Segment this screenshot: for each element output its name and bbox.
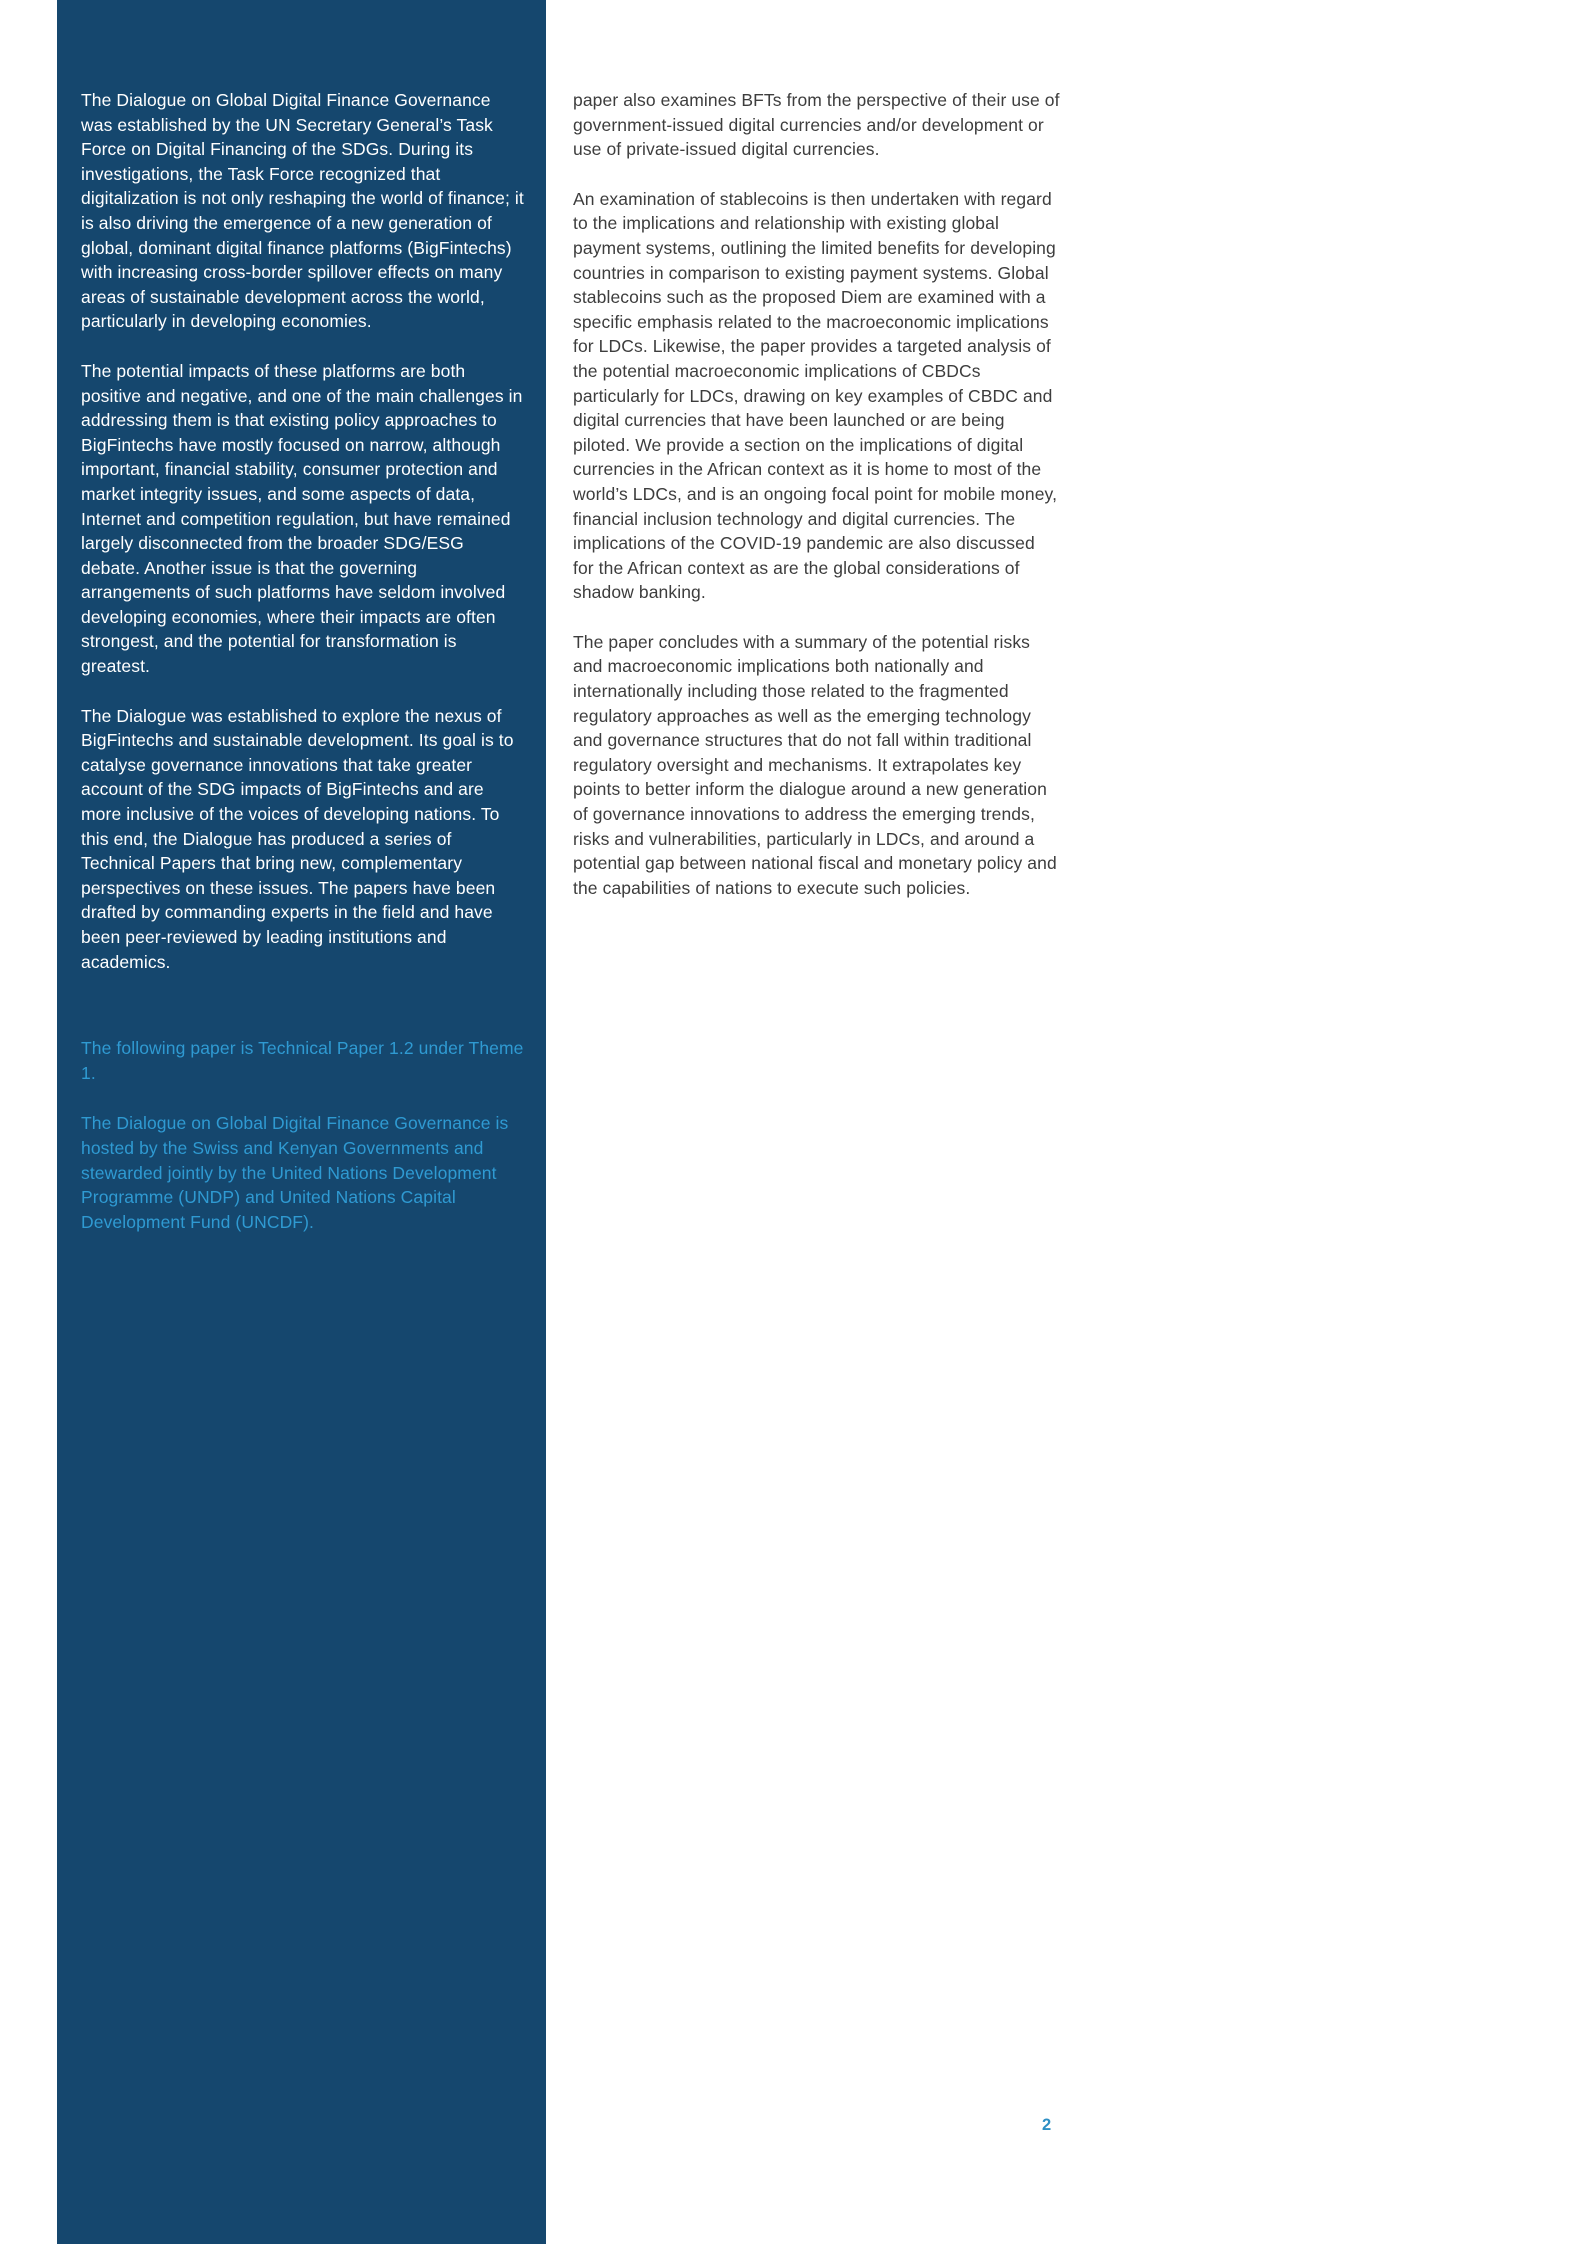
accent-note-block (81, 1036, 524, 1234)
accent-note-technical-paper: The following paper is Technical Paper 1.2 under Theme 1. (81, 1038, 524, 1083)
paragraph-dialogue-purpose: The Dialogue was established to explore the nexus of BigFintechs and sustainable development. Its goal is to catalyse governance innovations that take greater account of the SDG impacts of BigFintechs and are more inclusive of the voices of developing nations. To this end, the Dialogue has produced a series of Technical Papers that bring new, complementary perspectives on these issues. The papers have been drafted by commanding experts in the field and have been peer-reviewed by leading institutions and academics. (81, 705, 514, 972)
paragraph-potential-impacts: The potential impacts of these platforms are both positive and negative, and one of the main challenges in addressing them is that existing policy approaches to BigFintechs have mostly focused on narrow, although important, financial stability, consumer protection and market integrity issues, and some aspects of data, Internet and competition regulation, but have remained largely disconnected from the broader SDG/ESG debate. Another issue is that the governing arrangements of such platforms have seldom involved developing economies, where their impacts are often strongest, and the potential for transformation is greatest. (81, 360, 523, 677)
page-number: 2 (1042, 2116, 1052, 2134)
accent-note-hosting: The Dialogue on Global Digital Finance Governance is hosted by the Swiss and Kenyan Governments and stewarded jointly by the United Nations Development Programme (UNDP) and United Nations Capital Development Fund (UNCDF). (81, 1113, 509, 1232)
paragraph-stablecoins-examination: An examination of stablecoins is then undertaken with regard to the implications and relationship with existing global payment systems, outlining the limited benefits for developing countries in comparison to existing payment systems. Global stablecoins such as the proposed Diem are examined with a specific emphasis related to the macroeconomic implications for LDCs. Likewise, the paper provides a targeted analysis of the potential macroeconomic implications of CBDCs particularly for LDCs, drawing on key examples of CBDC and digital currencies that have been launched or are being piloted. We provide a section on the implications of digital currencies in the African context as it is home to most of the world’s LDCs, and is an ongoing focal point for mobile money, financial inclusion technology and digital currencies. The implications of the COVID-19 pandemic are also discussed for the African context as are the global considerations of shadow banking. (573, 188, 1058, 603)
left-navy-panel (57, 0, 546, 2244)
paragraph-conclusion-summary: The paper concludes with a summary of the potential risks and macroeconomic implications both nationally and internationally including those related to the fragmented regulatory approaches as well as the emerging technology and governance structures that do not fall within traditional regulatory oversight and mechanisms. It extrapolates key points to better inform the dialogue around a new generation of governance innovations to address the emerging trends, risks and vulnerabilities, particularly in LDCs, and around a potential gap between national fiscal and monetary policy and the capabilities of nations to execute such policies. (573, 631, 1057, 898)
right-text-column (573, 88, 1060, 925)
paragraph-dialogue-intro: The Dialogue on Global Digital Finance Governance was established by the UN Secretary General’s Task Force on Digital Financing of the SDGs. During its investigations, the Task Force recognized that digitalization is not only reshaping the world of finance; it is also driving the emergence of a new generation of global, dominant digital finance platforms (BigFintechs) with increasing cross-border spillover effects on many areas of sustainable development across the world, particularly in developing economies. (81, 90, 524, 332)
paragraph-bfts-perspective: paper also examines BFTs from the perspective of their use of government-issued digital currencies and/or development or use of private-issued digital currencies. (573, 90, 1060, 160)
